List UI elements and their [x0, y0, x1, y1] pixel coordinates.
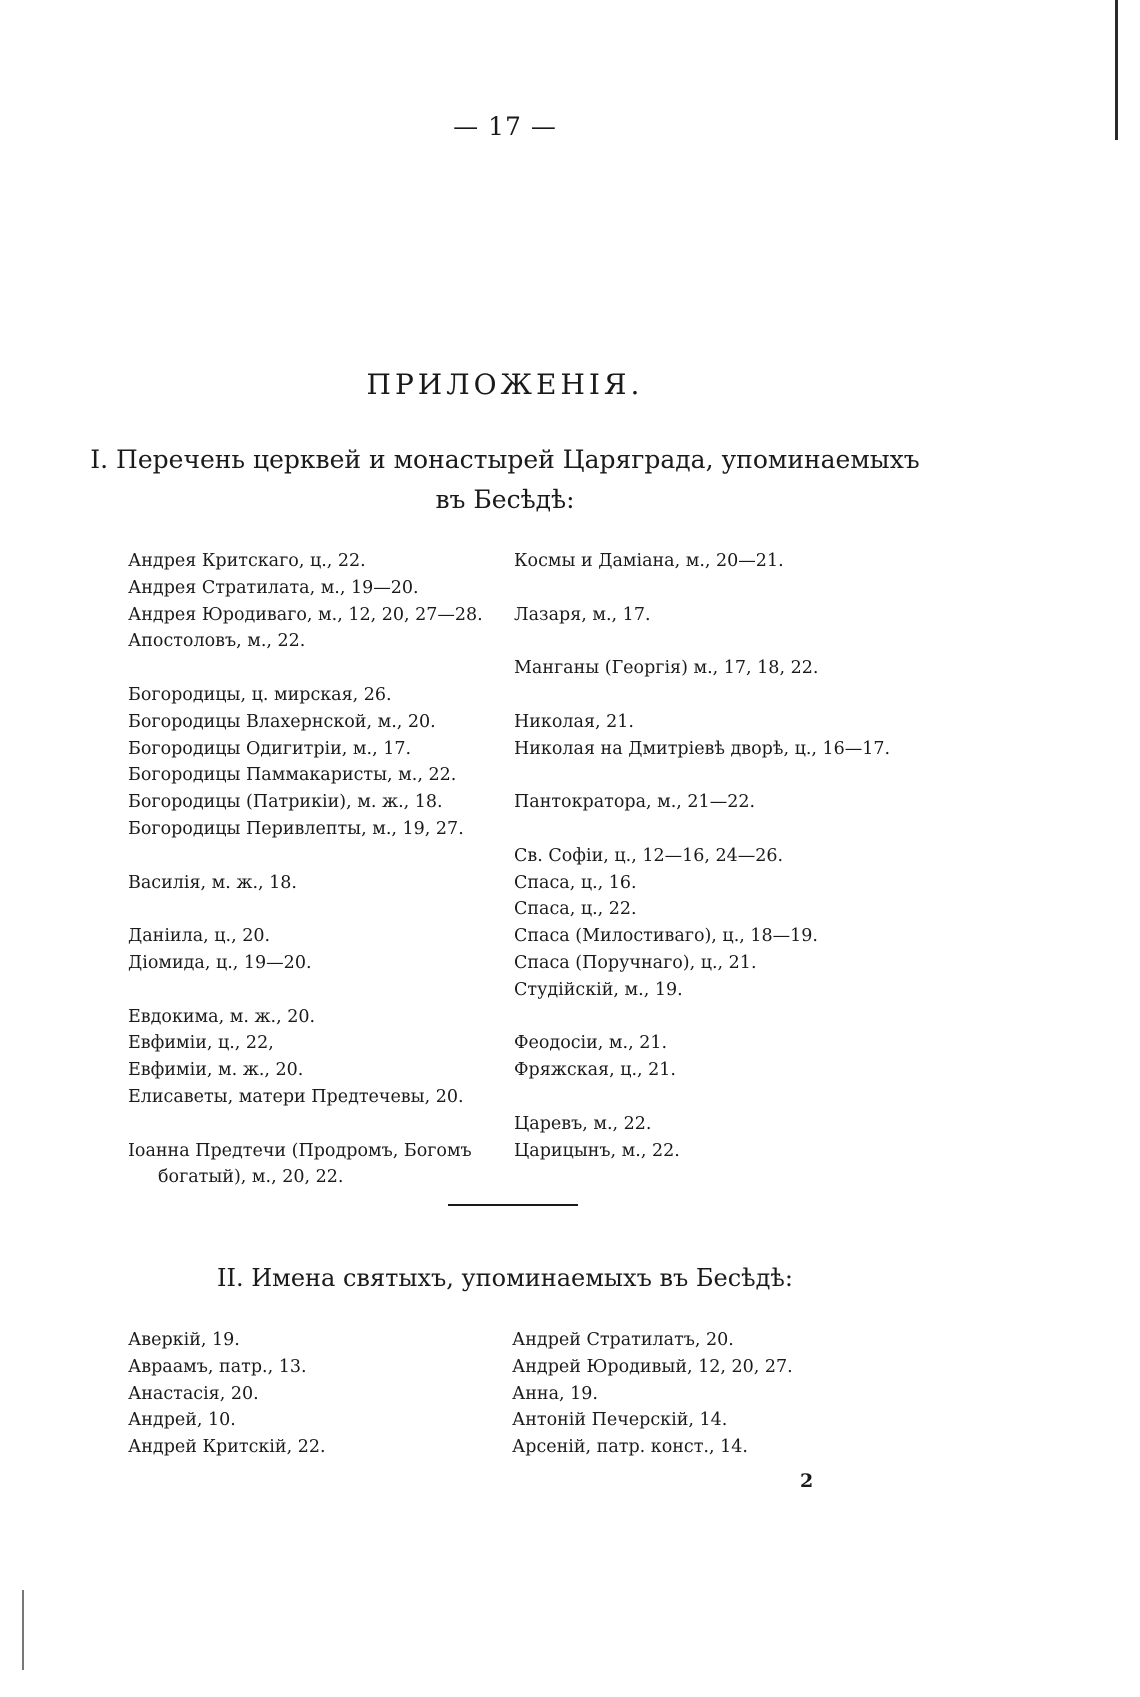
list-item: Богородицы, ц. мирская, 26.: [128, 684, 392, 705]
printer-signature: 2: [800, 1470, 814, 1492]
list-item: Богородицы (Патрикіи), м. ж., 18.: [128, 792, 443, 813]
section1-heading-line1: I. Перечень церквей и монастырей Царяграда, упоминаемыхъ: [90, 445, 920, 474]
list-item: Іоанна Предтечи (Продромъ, Богомъ богатый), м., 20, 22.: [128, 1140, 472, 1188]
section2-right-column: [512, 1327, 912, 1461]
scan-border: [1115, 0, 1118, 140]
list-item: Спаса (Милостиваго), ц., 18—19.: [514, 926, 818, 947]
list-item: Фряжская, ц., 21.: [514, 1060, 676, 1081]
list-gap: [514, 762, 914, 789]
list-item: Арсеній, патр. конст., 14.: [512, 1437, 748, 1458]
list-item: Андрея Стратилата, м., 19—20.: [128, 577, 419, 598]
list-gap: [128, 843, 508, 870]
list-gap: [128, 896, 508, 923]
list-gap: [514, 816, 914, 843]
list-item: Космы и Даміана, м., 20—21.: [514, 551, 784, 571]
section-divider: [448, 1204, 578, 1206]
list-item: Николая на Дмитріевѣ дворѣ, ц., 16—17.: [514, 738, 891, 759]
list-item: Спаса, ц., 16.: [514, 872, 637, 893]
list-gap: [514, 628, 914, 655]
list-item: Богородицы Влахернской, м., 20.: [128, 711, 436, 732]
section1-right-column: [514, 548, 914, 1164]
list-gap: [514, 682, 914, 709]
list-item: Андрея Критскаго, ц., 22.: [128, 551, 366, 571]
list-item: Манганы (Георгія) м., 17, 18, 22.: [514, 658, 819, 679]
list-gap: [128, 977, 508, 1004]
list-item: Студійскій, м., 19.: [514, 979, 683, 1000]
list-gap: [128, 655, 508, 682]
list-item: Андрей Юродивый, 12, 20, 27.: [512, 1356, 793, 1377]
list-item: Анна, 19.: [512, 1383, 598, 1404]
list-item: Николая, 21.: [514, 711, 634, 732]
list-item: Евдокима, м. ж., 20.: [128, 1006, 316, 1027]
list-item: Царевъ, м., 22.: [514, 1113, 652, 1134]
section1-left-column: [128, 548, 508, 1191]
list-item: Андрей Стратилатъ, 20.: [512, 1330, 734, 1350]
list-item: Василія, м. ж., 18.: [128, 872, 297, 893]
list-item: Богородицы Паммакаристы, м., 22.: [128, 765, 457, 786]
section1-heading-line2: въ Бесѣдѣ:: [435, 485, 575, 514]
list-item: Пантократора, м., 21—22.: [514, 792, 756, 813]
list-gap: [514, 1084, 914, 1111]
list-item: Спаса, ц., 22.: [514, 899, 637, 920]
list-item: Царицынъ, м., 22.: [514, 1140, 680, 1161]
list-item: Богородицы Одигитріи, м., 17.: [128, 738, 412, 759]
section2-left-column: [128, 1327, 488, 1461]
list-item: Андрея Юродиваго, м., 12, 20, 27—28.: [128, 604, 483, 625]
list-item: Апостоловъ, м., 22.: [128, 631, 306, 652]
list-gap: [128, 1111, 508, 1138]
list-item: Феодосіи, м., 21.: [514, 1033, 668, 1054]
section2-heading: II. Имена святыхъ, упоминаемыхъ въ Бесѣдѣ:: [217, 1264, 793, 1292]
list-item: Андрей, 10.: [128, 1410, 236, 1431]
scan-border-bottom: [22, 1590, 24, 1670]
list-item: Даніила, ц., 20.: [128, 926, 271, 947]
list-item: Спаса (Поручнаго), ц., 21.: [514, 952, 757, 973]
list-item: Анастасія, 20.: [128, 1383, 259, 1404]
list-item: Евфиміи, ц., 22,: [128, 1033, 274, 1054]
list-gap: [514, 575, 914, 602]
list-item: Елисаветы, матери Предтечевы, 20.: [128, 1086, 464, 1107]
list-item: Евфиміи, м. ж., 20.: [128, 1060, 304, 1081]
list-item: Св. Софіи, ц., 12—16, 24—26.: [514, 845, 784, 866]
list-gap: [514, 1004, 914, 1031]
list-item: Богородицы Перивлепты, м., 19, 27.: [128, 818, 464, 839]
list-item: Діомида, ц., 19—20.: [128, 952, 312, 973]
list-item: Аверкій, 19.: [128, 1330, 240, 1350]
list-item: Андрей Критскій, 22.: [128, 1437, 326, 1458]
page-number: — 17 —: [453, 112, 557, 141]
list-item: Лазаря, м., 17.: [514, 604, 651, 625]
page-title: ПРИЛОЖЕНІЯ.: [366, 368, 644, 401]
list-item: Авраамъ, патр., 13.: [128, 1356, 307, 1377]
list-item: Антоній Печерскій, 14.: [512, 1410, 728, 1431]
section1-heading: [0, 440, 1010, 520]
